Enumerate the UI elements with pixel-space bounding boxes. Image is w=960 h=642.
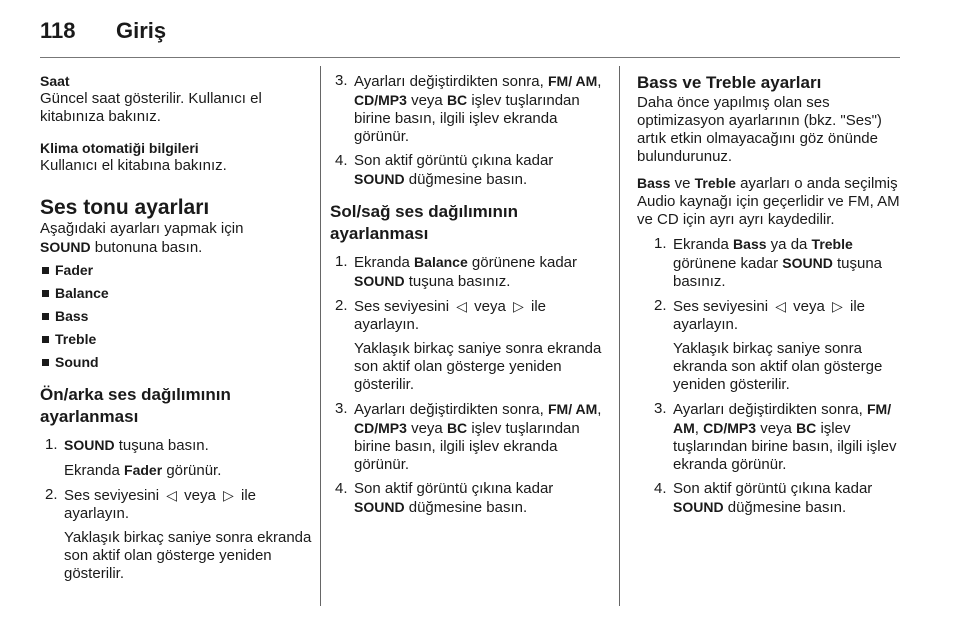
bass-treble-note: Bass ve Treble ayarları o anda seçilmiş Audio kaynağı için geçerlidir ve FM, AM ve CD için ayrı ayrı kaydedilir. [637,175,900,228]
solsag-steps [330,253,605,517]
step-note: Yaklaşık birkaç saniye sonra ekranda son aktif olan gösterge yeniden gösterilir. [354,340,602,393]
list-item: Sound [40,353,312,371]
bullet-icon [42,336,49,343]
onarka-steps [40,436,312,583]
setting-list [40,261,312,371]
list-item: 3. Ayarları değiştirdikten sonra, FM/ AM, CD/MP3 veya BC işlev tuşlarından birine basın, ilgili işlev ekranda görünür. [654,400,897,473]
list-item: Treble [40,330,312,348]
step-note: Yaklaşık birkaç saniye sonra ekranda son aktif olan gösterge yeniden gösterilir. [673,340,883,393]
onarka-steps-continued [330,72,605,189]
page-header [40,18,166,44]
list-item: Bass [40,307,312,325]
list-item: 2. Ses seviyesini ◁ veya ▷ ile ayarlayın. Yaklaşık birkaç saniye sonra ekranda son aktif olan gösterge yeniden gösterilir. [45,486,312,582]
klima-text: Kullanıcı el kitabına bakınız. [40,157,227,174]
ses-intro: Aşağıdaki ayarları yapmak için SOUND butonuna basın. [40,220,244,256]
header-rule [40,57,900,58]
arrow-right-icon: ▷ [223,487,234,503]
list-item: 4. Son aktif görüntü çıkına kadar SOUND düğmesine basın. [335,480,554,516]
list-item: 3. Ayarları değiştirdikten sonra, FM/ AM, CD/MP3 veya BC işlev tuşlarından birine basın, ilgili işlev ekranda görünür. [335,400,602,473]
bullet-icon [42,290,49,297]
onarka-heading: Ön/arka ses dağılımının ayarlanması [40,385,231,426]
klima-heading: Klima otomatiği bilgileri [40,140,199,156]
bullet-icon [42,313,49,320]
ses-heading: Ses tonu ayarları [40,196,210,219]
column-3 [637,72,907,523]
list-item: 2. Ses seviyesini ◁ veya ▷ ile ayarlayın. Yaklaşık birkaç saniye sonra ekranda son aktif olan gösterge yeniden gösterilir. [649,297,907,394]
bass-treble-steps [649,235,907,517]
column-1 [40,72,312,589]
arrow-right-icon: ▷ [513,298,524,314]
column-2 [330,72,605,523]
solsag-heading: Sol/sağ ses dağılımının ayarlanması [330,202,518,243]
list-item: Balance [40,284,312,302]
saat-text: Güncel saat gösterilir. Kullanıcı el kitabınıza bakınız. [40,90,262,125]
step-note: Ekranda Fader görünür. [64,462,222,479]
list-item: 4. Son aktif görüntü çıkına kadar SOUND düğmesine basın. [335,152,554,188]
list-item: Fader [40,261,312,279]
step-note: Yaklaşık birkaç saniye sonra ekranda son aktif olan gösterge yeniden gösterilir. [64,529,312,582]
page-title: Giriş [116,18,167,43]
arrow-left-icon: ◁ [775,298,786,314]
column-divider-2 [619,66,620,606]
arrow-left-icon: ◁ [166,487,177,503]
list-item: 1. Ekranda Bass ya da Treble görünene kadar SOUND tuşuna basınız. [654,235,883,290]
arrow-left-icon: ◁ [456,298,467,314]
list-item: 2. Ses seviyesini ◁ veya ▷ ile ayarlayın. Yaklaşık birkaç saniye sonra ekranda son aktif olan gösterge yeniden gösterilir. [330,297,605,394]
list-item: 4. Son aktif görüntü çıkına kadar SOUND düğmesine basın. [654,480,873,516]
page-number: 118 [40,18,76,43]
column-divider-1 [320,66,321,606]
list-item: 1. Ekranda Balance görünene kadar SOUND tuşuna basınız. [335,253,577,290]
saat-heading: Saat [40,73,70,89]
bullet-icon [42,267,49,274]
bass-treble-heading: Bass ve Treble ayarları [637,73,822,92]
bullet-icon [42,359,49,366]
bass-treble-intro: Daha önce yapılmış olan ses optimizasyon ayarlarının (bkz. "Ses") artık etkin olmayacağını göz önünde bulundurunuz. [637,94,882,165]
arrow-right-icon: ▷ [832,298,843,314]
list-item: 1. SOUND tuşuna basın. Ekranda Fader görünür. [40,436,312,480]
list-item: 3. Ayarları değiştirdikten sonra, FM/ AM, CD/MP3 veya BC işlev tuşlarından birine basın, ilgili işlev ekranda görünür. [335,72,602,145]
